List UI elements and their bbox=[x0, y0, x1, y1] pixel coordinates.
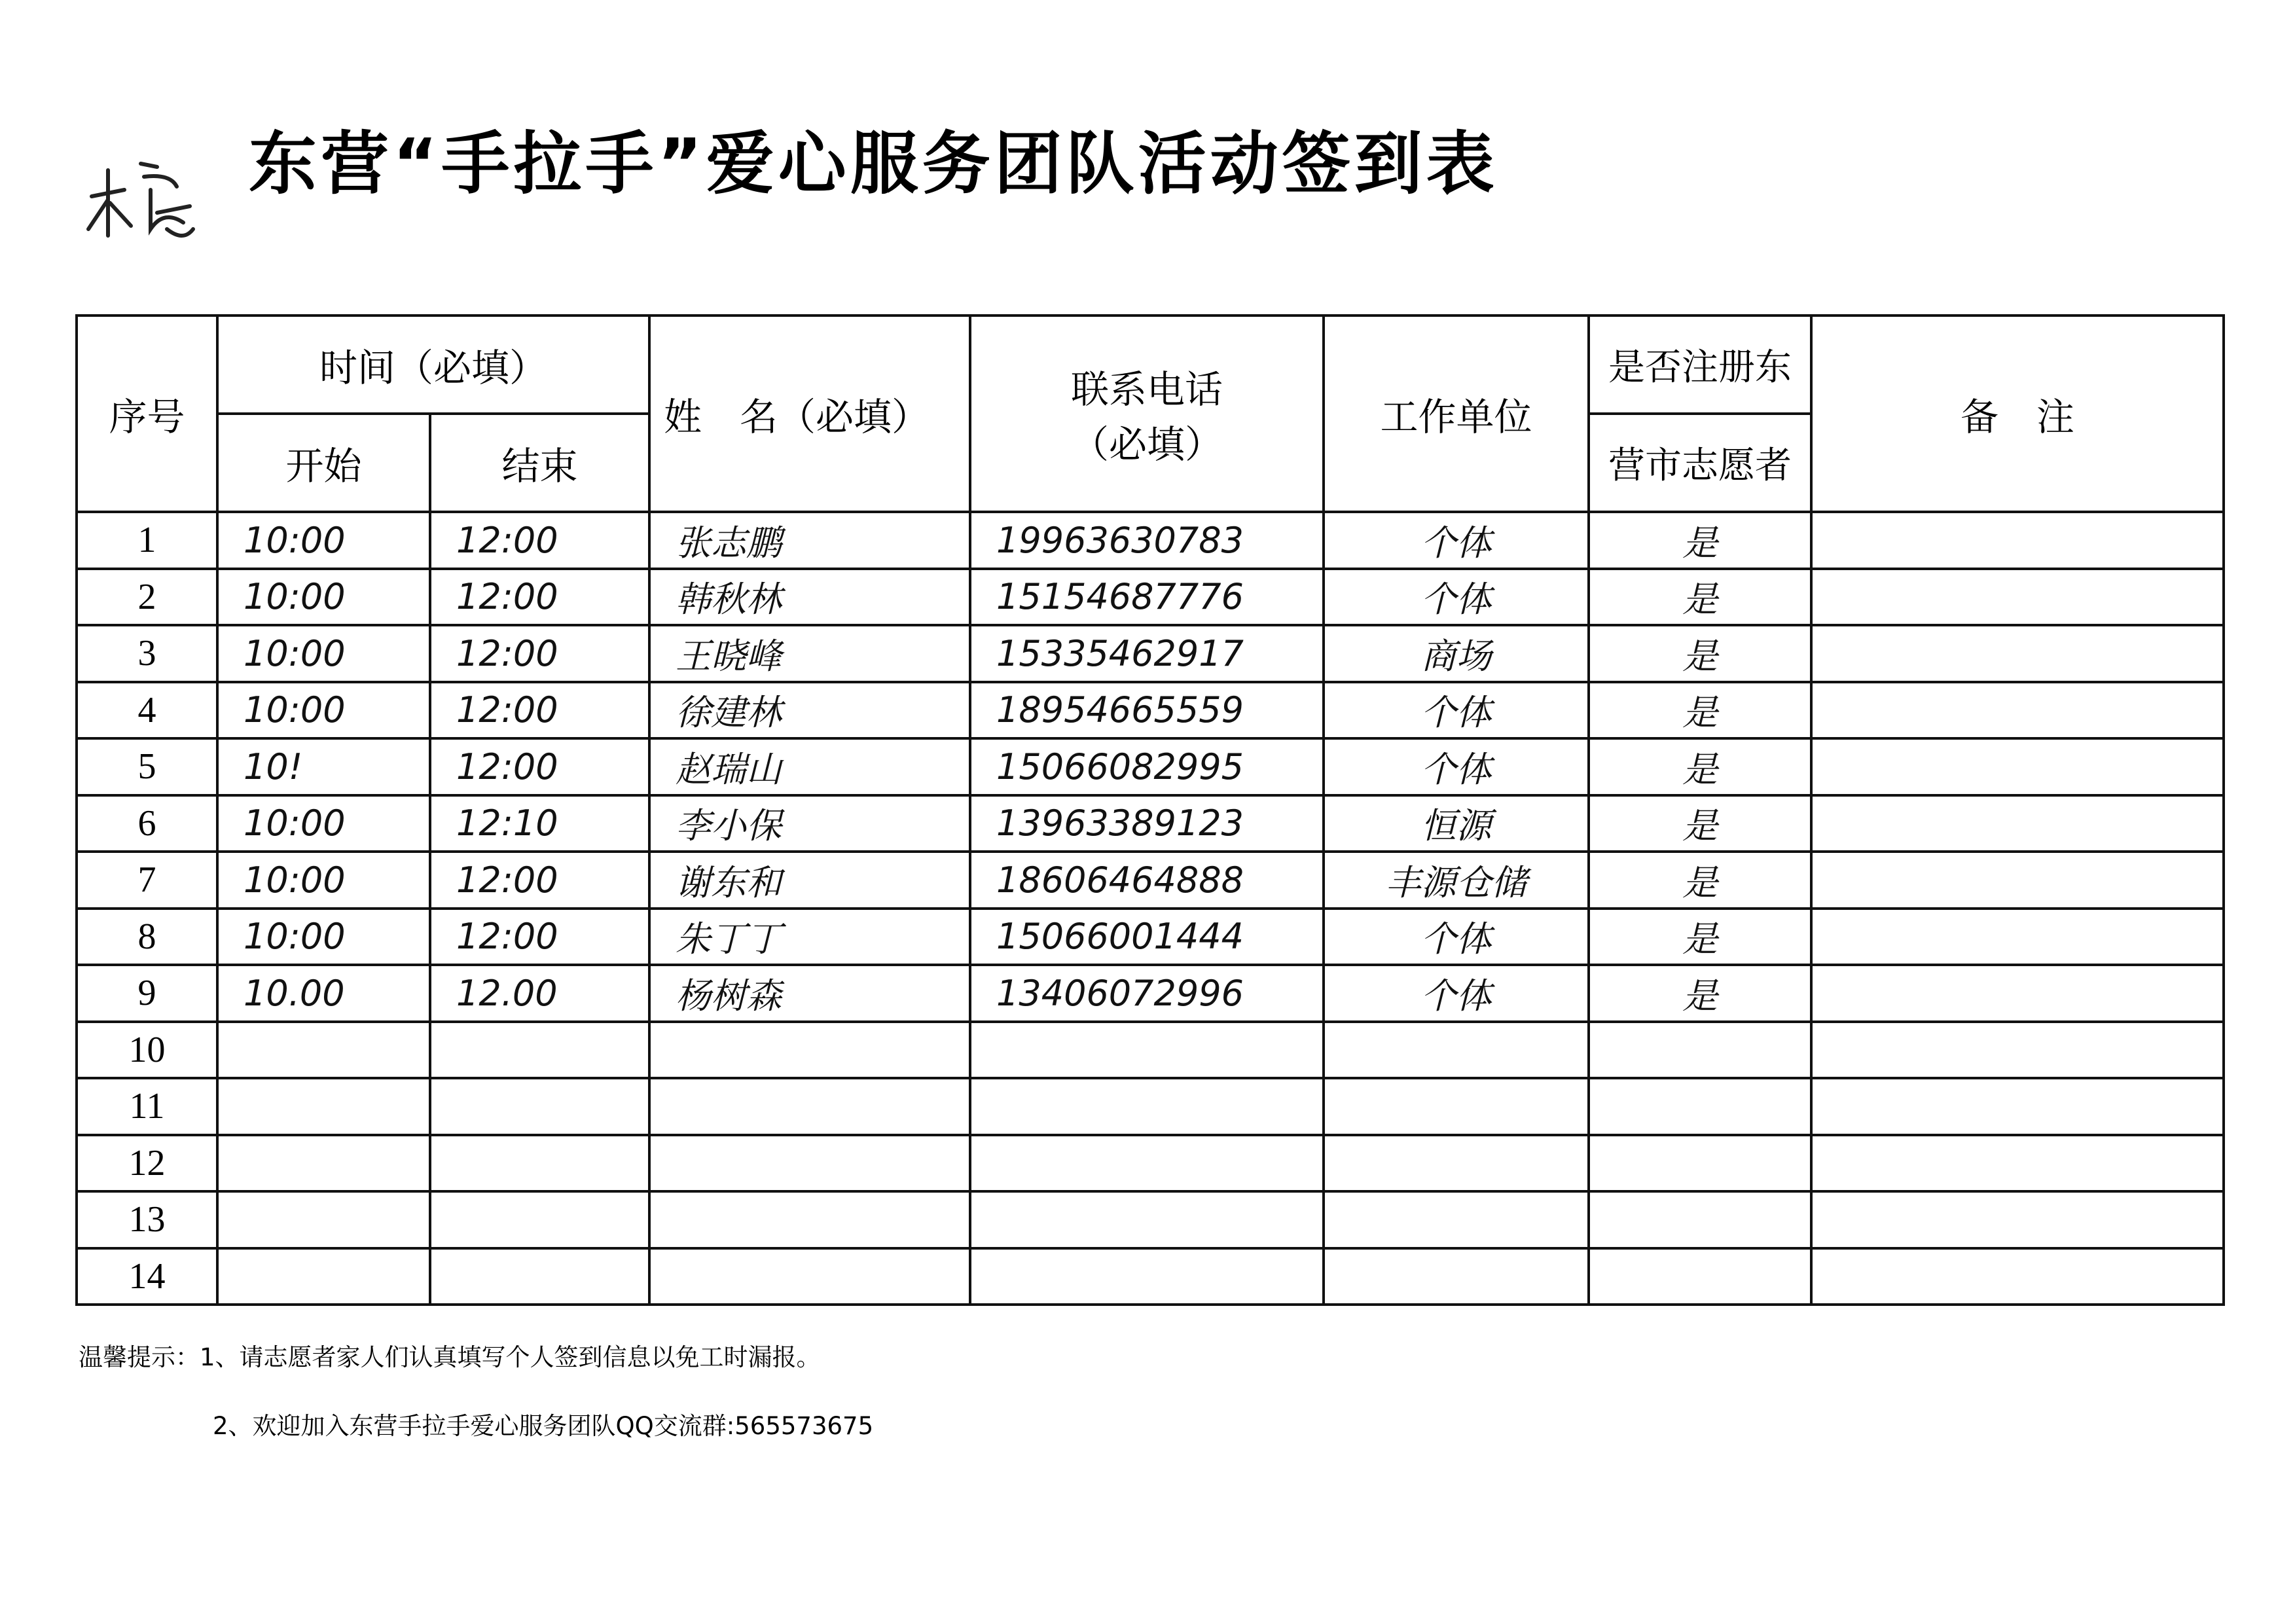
header-name: 姓 名（必填） bbox=[649, 316, 970, 512]
remark-cell bbox=[1811, 1135, 2224, 1192]
work-unit-cell: 丰源仓储 bbox=[1324, 852, 1589, 909]
end-time-cell bbox=[430, 1022, 649, 1079]
name-cell bbox=[649, 1248, 970, 1305]
phone-cell: 15066001444 bbox=[970, 909, 1324, 965]
start-time-cell: 10:00 bbox=[217, 569, 430, 626]
header-phone-line1: 联系电话 bbox=[1071, 367, 1223, 412]
phone-cell bbox=[970, 1248, 1324, 1305]
phone-cell bbox=[970, 1191, 1324, 1248]
work-unit-cell bbox=[1324, 1191, 1589, 1248]
remark-cell bbox=[1811, 1022, 2224, 1079]
header-registered-line2: 营市志愿者 bbox=[1589, 414, 1811, 512]
phone-cell: 15066082995 bbox=[970, 738, 1324, 795]
remark-cell bbox=[1811, 1078, 2224, 1135]
header-phone-line2: （必填） bbox=[1071, 422, 1223, 467]
row-number: 3 bbox=[77, 625, 217, 682]
row-number: 8 bbox=[77, 909, 217, 965]
name-cell: 谢东和 bbox=[649, 852, 970, 909]
registered-cell: 是 bbox=[1589, 738, 1811, 795]
registered-cell: 是 bbox=[1589, 682, 1811, 739]
registered-cell bbox=[1589, 1248, 1811, 1305]
name-cell: 韩秋林 bbox=[649, 569, 970, 626]
end-time-cell bbox=[430, 1248, 649, 1305]
work-unit-cell bbox=[1324, 1078, 1589, 1135]
header-index: 序号 bbox=[77, 316, 217, 512]
end-time-cell: 12:00 bbox=[430, 512, 649, 569]
table-row bbox=[77, 1248, 2224, 1305]
table-row bbox=[77, 569, 2224, 626]
remark-cell bbox=[1811, 1248, 2224, 1305]
row-number: 4 bbox=[77, 682, 217, 739]
work-unit-cell: 商场 bbox=[1324, 625, 1589, 682]
end-time-cell bbox=[430, 1135, 649, 1192]
row-number: 2 bbox=[77, 569, 217, 626]
table-row bbox=[77, 852, 2224, 909]
name-cell bbox=[649, 1135, 970, 1192]
phone-cell: 13963389123 bbox=[970, 795, 1324, 852]
name-cell bbox=[649, 1022, 970, 1079]
start-time-cell bbox=[217, 1078, 430, 1135]
work-unit-cell: 恒源 bbox=[1324, 795, 1589, 852]
start-time-cell bbox=[217, 1135, 430, 1192]
end-time-cell: 12.00 bbox=[430, 965, 649, 1022]
remark-cell bbox=[1811, 965, 2224, 1022]
phone-cell bbox=[970, 1022, 1324, 1079]
work-unit-cell: 个体 bbox=[1324, 682, 1589, 739]
work-unit-cell bbox=[1324, 1022, 1589, 1079]
start-time-cell: 10:00 bbox=[217, 795, 430, 852]
footer-tip-line1: 温馨提示：1、请志愿者家人们认真填写个人签到信息以免工时漏报。 bbox=[79, 1343, 821, 1371]
start-time-cell bbox=[217, 1022, 430, 1079]
registered-cell: 是 bbox=[1589, 852, 1811, 909]
remark-cell bbox=[1811, 738, 2224, 795]
phone-cell bbox=[970, 1135, 1324, 1192]
name-cell: 张志鹏 bbox=[649, 512, 970, 569]
header-work-unit: 工作单位 bbox=[1324, 316, 1589, 512]
end-time-cell: 12:00 bbox=[430, 852, 649, 909]
header-start: 开始 bbox=[217, 414, 430, 512]
row-number: 9 bbox=[77, 965, 217, 1022]
name-cell bbox=[649, 1078, 970, 1135]
table-row bbox=[77, 1022, 2224, 1079]
work-unit-cell: 个体 bbox=[1324, 512, 1589, 569]
name-cell: 赵瑞山 bbox=[649, 738, 970, 795]
start-time-cell: 10:00 bbox=[217, 512, 430, 569]
end-time-cell: 12:00 bbox=[430, 909, 649, 965]
remark-cell bbox=[1811, 1191, 2224, 1248]
row-number: 13 bbox=[77, 1191, 217, 1248]
phone-cell bbox=[970, 1078, 1324, 1135]
end-time-cell: 12:10 bbox=[430, 795, 649, 852]
registered-cell bbox=[1589, 1191, 1811, 1248]
table-row bbox=[77, 625, 2224, 682]
start-time-cell: 10.00 bbox=[217, 965, 430, 1022]
remark-cell bbox=[1811, 852, 2224, 909]
work-unit-cell: 个体 bbox=[1324, 909, 1589, 965]
end-time-cell: 12:00 bbox=[430, 625, 649, 682]
end-time-cell bbox=[430, 1078, 649, 1135]
signature-mark-icon bbox=[79, 151, 203, 249]
start-time-cell bbox=[217, 1248, 430, 1305]
name-cell: 王晓峰 bbox=[649, 625, 970, 682]
table-row bbox=[77, 965, 2224, 1022]
remark-cell bbox=[1811, 909, 2224, 965]
work-unit-cell: 个体 bbox=[1324, 965, 1589, 1022]
phone-cell: 15335462917 bbox=[970, 625, 1324, 682]
name-cell: 朱丁丁 bbox=[649, 909, 970, 965]
header-phone bbox=[970, 316, 1324, 512]
phone-cell: 19963630783 bbox=[970, 512, 1324, 569]
table-row bbox=[77, 795, 2224, 852]
table-row bbox=[77, 512, 2224, 569]
registered-cell: 是 bbox=[1589, 795, 1811, 852]
end-time-cell: 12:00 bbox=[430, 682, 649, 739]
registered-cell: 是 bbox=[1589, 625, 1811, 682]
sign-in-table bbox=[75, 314, 2225, 1306]
row-number: 12 bbox=[77, 1135, 217, 1192]
row-number: 10 bbox=[77, 1022, 217, 1079]
header-time: 时间（必填） bbox=[217, 316, 649, 414]
start-time-cell: 10:00 bbox=[217, 682, 430, 739]
registered-cell bbox=[1589, 1135, 1811, 1192]
remark-cell bbox=[1811, 682, 2224, 739]
row-number: 11 bbox=[77, 1078, 217, 1135]
row-number: 7 bbox=[77, 852, 217, 909]
registered-cell bbox=[1589, 1078, 1811, 1135]
work-unit-cell bbox=[1324, 1135, 1589, 1192]
end-time-cell: 12:00 bbox=[430, 738, 649, 795]
header-registered-line1: 是否注册东 bbox=[1589, 316, 1811, 414]
registered-cell: 是 bbox=[1589, 512, 1811, 569]
header-remarks: 备 注 bbox=[1811, 316, 2224, 512]
phone-cell: 13406072996 bbox=[970, 965, 1324, 1022]
phone-cell: 18954665559 bbox=[970, 682, 1324, 739]
table-row bbox=[77, 738, 2224, 795]
remark-cell bbox=[1811, 795, 2224, 852]
table-row bbox=[77, 909, 2224, 965]
row-number: 6 bbox=[77, 795, 217, 852]
header-end: 结束 bbox=[430, 414, 649, 512]
name-cell: 杨树森 bbox=[649, 965, 970, 1022]
end-time-cell bbox=[430, 1191, 649, 1248]
start-time-cell: 10:00 bbox=[217, 909, 430, 965]
remark-cell bbox=[1811, 625, 2224, 682]
remark-cell bbox=[1811, 569, 2224, 626]
remark-cell bbox=[1811, 512, 2224, 569]
page-title: 东营“手拉手”爱心服务团队活动签到表 bbox=[249, 124, 1498, 204]
start-time-cell: 10:00 bbox=[217, 852, 430, 909]
phone-cell: 18606464888 bbox=[970, 852, 1324, 909]
table-row bbox=[77, 1191, 2224, 1248]
work-unit-cell: 个体 bbox=[1324, 569, 1589, 626]
start-time-cell: 10:00 bbox=[217, 625, 430, 682]
registered-cell: 是 bbox=[1589, 909, 1811, 965]
start-time-cell bbox=[217, 1191, 430, 1248]
row-number: 1 bbox=[77, 512, 217, 569]
phone-cell: 15154687776 bbox=[970, 569, 1324, 626]
name-cell: 李小保 bbox=[649, 795, 970, 852]
name-cell: 徐建林 bbox=[649, 682, 970, 739]
work-unit-cell: 个体 bbox=[1324, 738, 1589, 795]
table-row bbox=[77, 1078, 2224, 1135]
registered-cell bbox=[1589, 1022, 1811, 1079]
table-row bbox=[77, 1135, 2224, 1192]
registered-cell: 是 bbox=[1589, 569, 1811, 626]
end-time-cell: 12:00 bbox=[430, 569, 649, 626]
name-cell bbox=[649, 1191, 970, 1248]
start-time-cell: 10! bbox=[217, 738, 430, 795]
row-number: 14 bbox=[77, 1248, 217, 1305]
work-unit-cell bbox=[1324, 1248, 1589, 1305]
table-row bbox=[77, 682, 2224, 739]
corner-signature bbox=[79, 151, 203, 249]
footer-tip-line2: 2、欢迎加入东营手拉手爱心服务团队QQ交流群:565573675 bbox=[213, 1412, 874, 1440]
registered-cell: 是 bbox=[1589, 965, 1811, 1022]
row-number: 5 bbox=[77, 738, 217, 795]
